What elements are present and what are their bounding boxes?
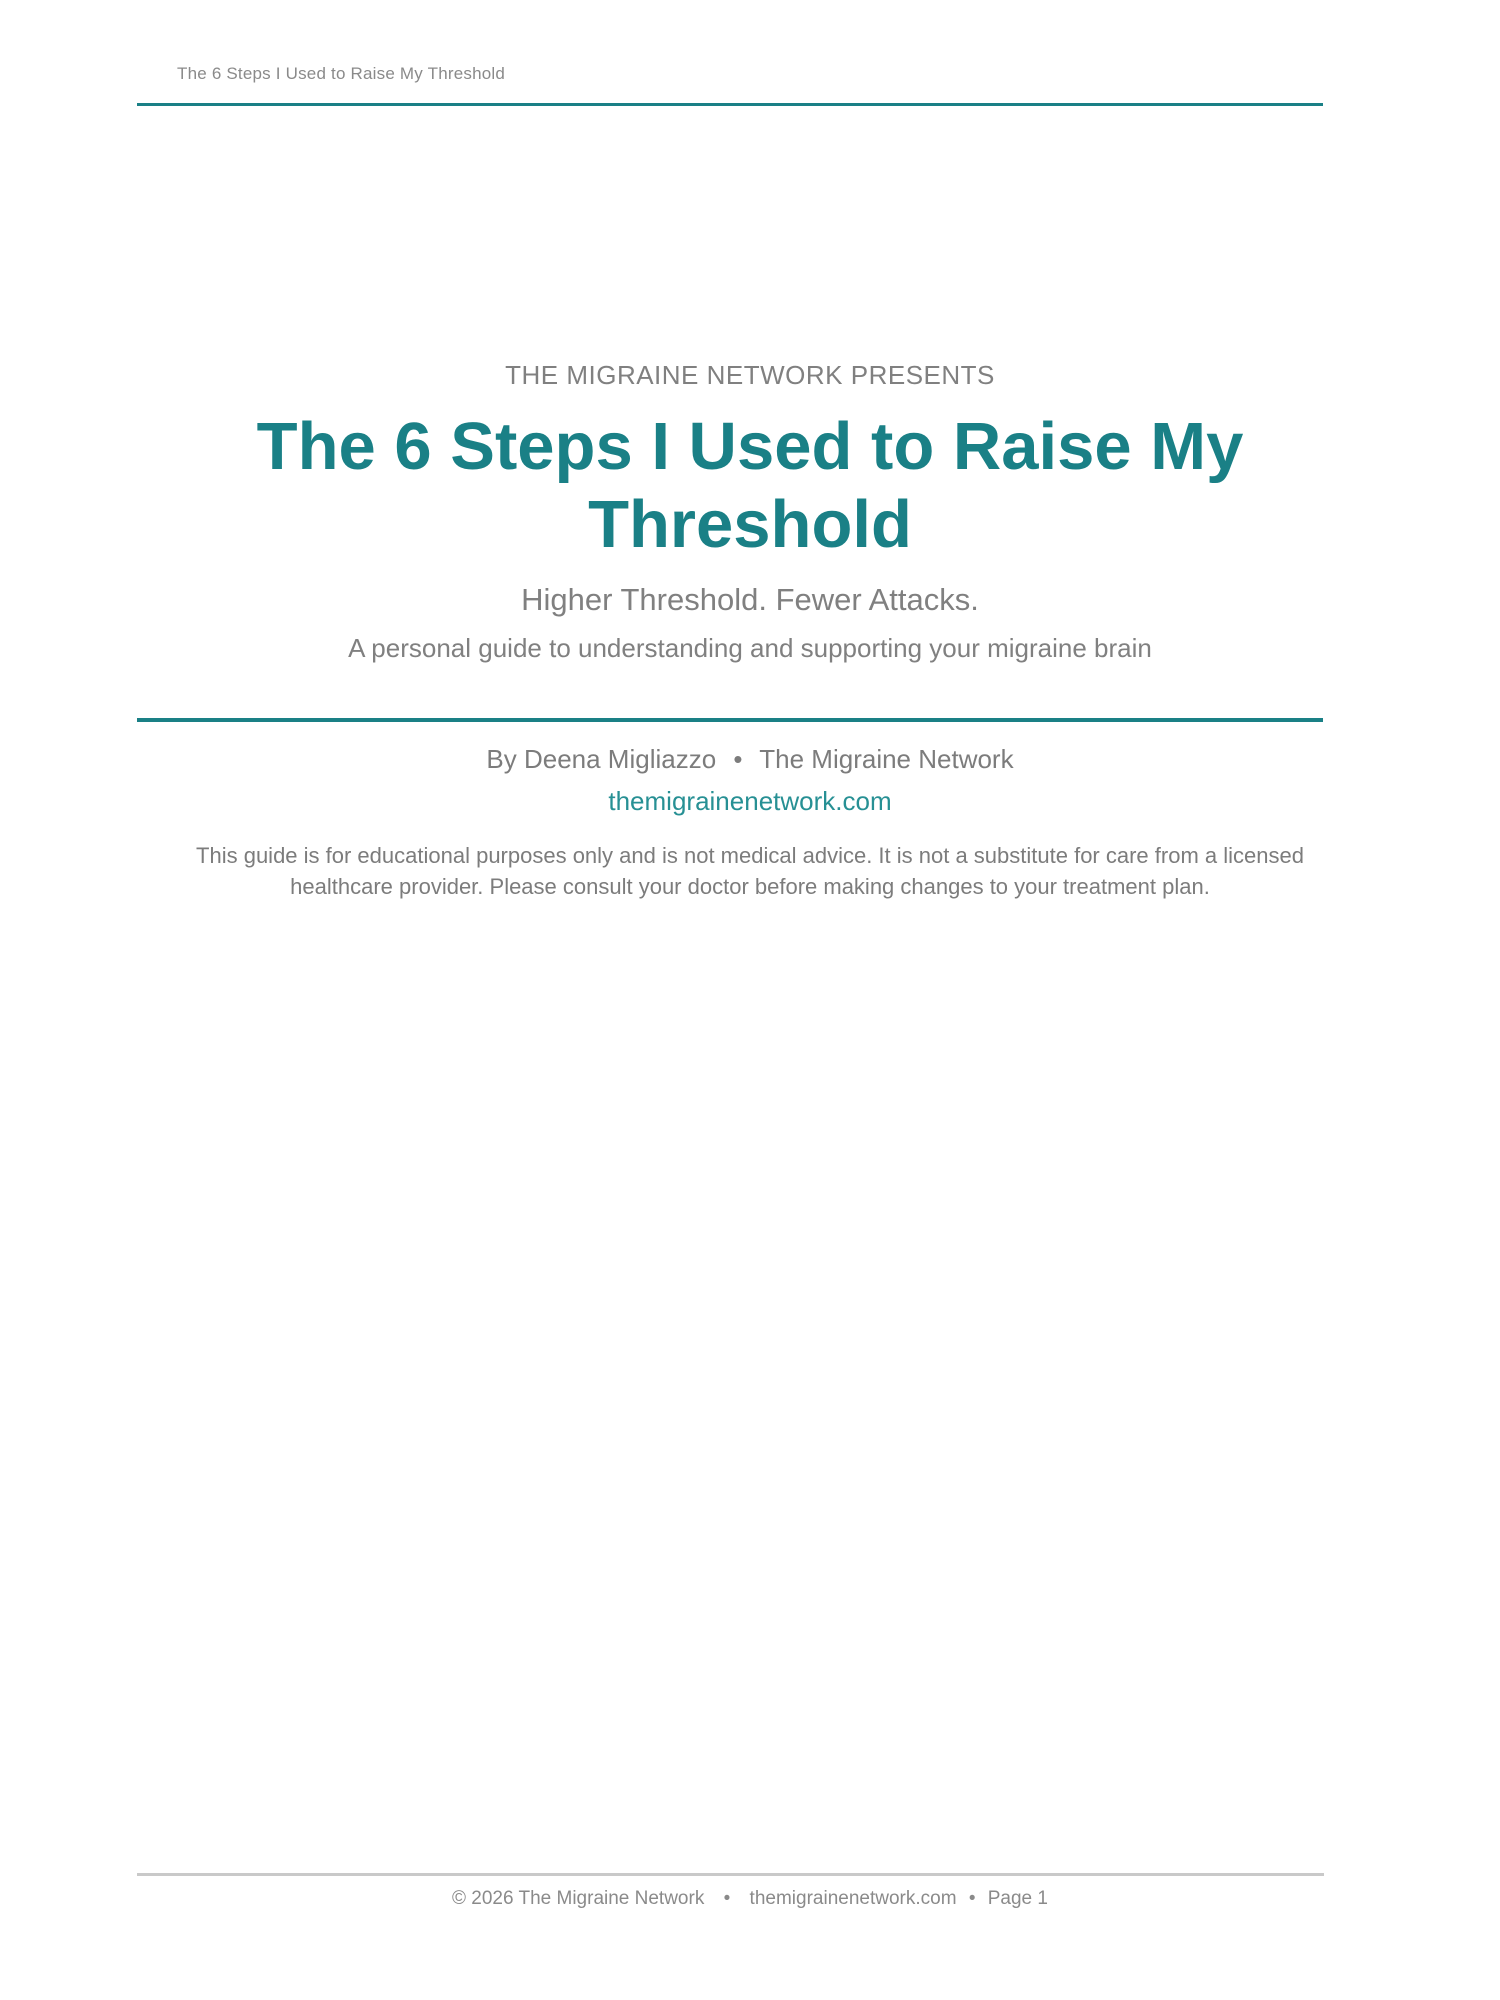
bullet-separator: •: [733, 744, 743, 774]
bullet-separator: •: [723, 1888, 731, 1909]
disclaimer-line-2: healthcare provider. Please consult your doctor before making changes to your treatment plan.: [290, 874, 1210, 899]
page-title: [150, 408, 1350, 564]
website-link[interactable]: themigrainenetwork.com: [608, 786, 892, 816]
page-title-line-2: Threshold: [588, 487, 912, 562]
organization-name: The Migraine Network: [759, 744, 1014, 774]
divider-rule: [137, 718, 1323, 722]
presents-label: THE MIGRAINE NETWORK PRESENTS: [505, 360, 995, 390]
byline: [0, 744, 1500, 775]
footer-rule: [137, 1873, 1324, 1876]
disclaimer: [0, 840, 1500, 902]
footer-copyright: © 2026 The Migraine Network: [452, 1888, 705, 1909]
running-header: [137, 64, 1323, 106]
running-header-title: The 6 Steps I Used to Raise My Threshold: [177, 64, 506, 83]
tagline: Higher Threshold. Fewer Attacks.: [521, 582, 979, 617]
page-title-line-1: The 6 Steps I Used to Raise My: [256, 409, 1244, 484]
subtitle: A personal guide to understanding and supporting your migraine brain: [348, 633, 1152, 663]
disclaimer-line-1: This guide is for educational purposes only and is not medical advice. It is not a substitute for care from a licensed: [196, 843, 1304, 868]
footer-site: themigrainenetwork.com: [749, 1888, 957, 1909]
author-name: By Deena Migliazzo: [486, 744, 717, 774]
footer-page-number: Page 1: [987, 1888, 1048, 1909]
bullet-separator: •: [968, 1888, 976, 1909]
page-footer: [0, 1888, 1500, 1910]
